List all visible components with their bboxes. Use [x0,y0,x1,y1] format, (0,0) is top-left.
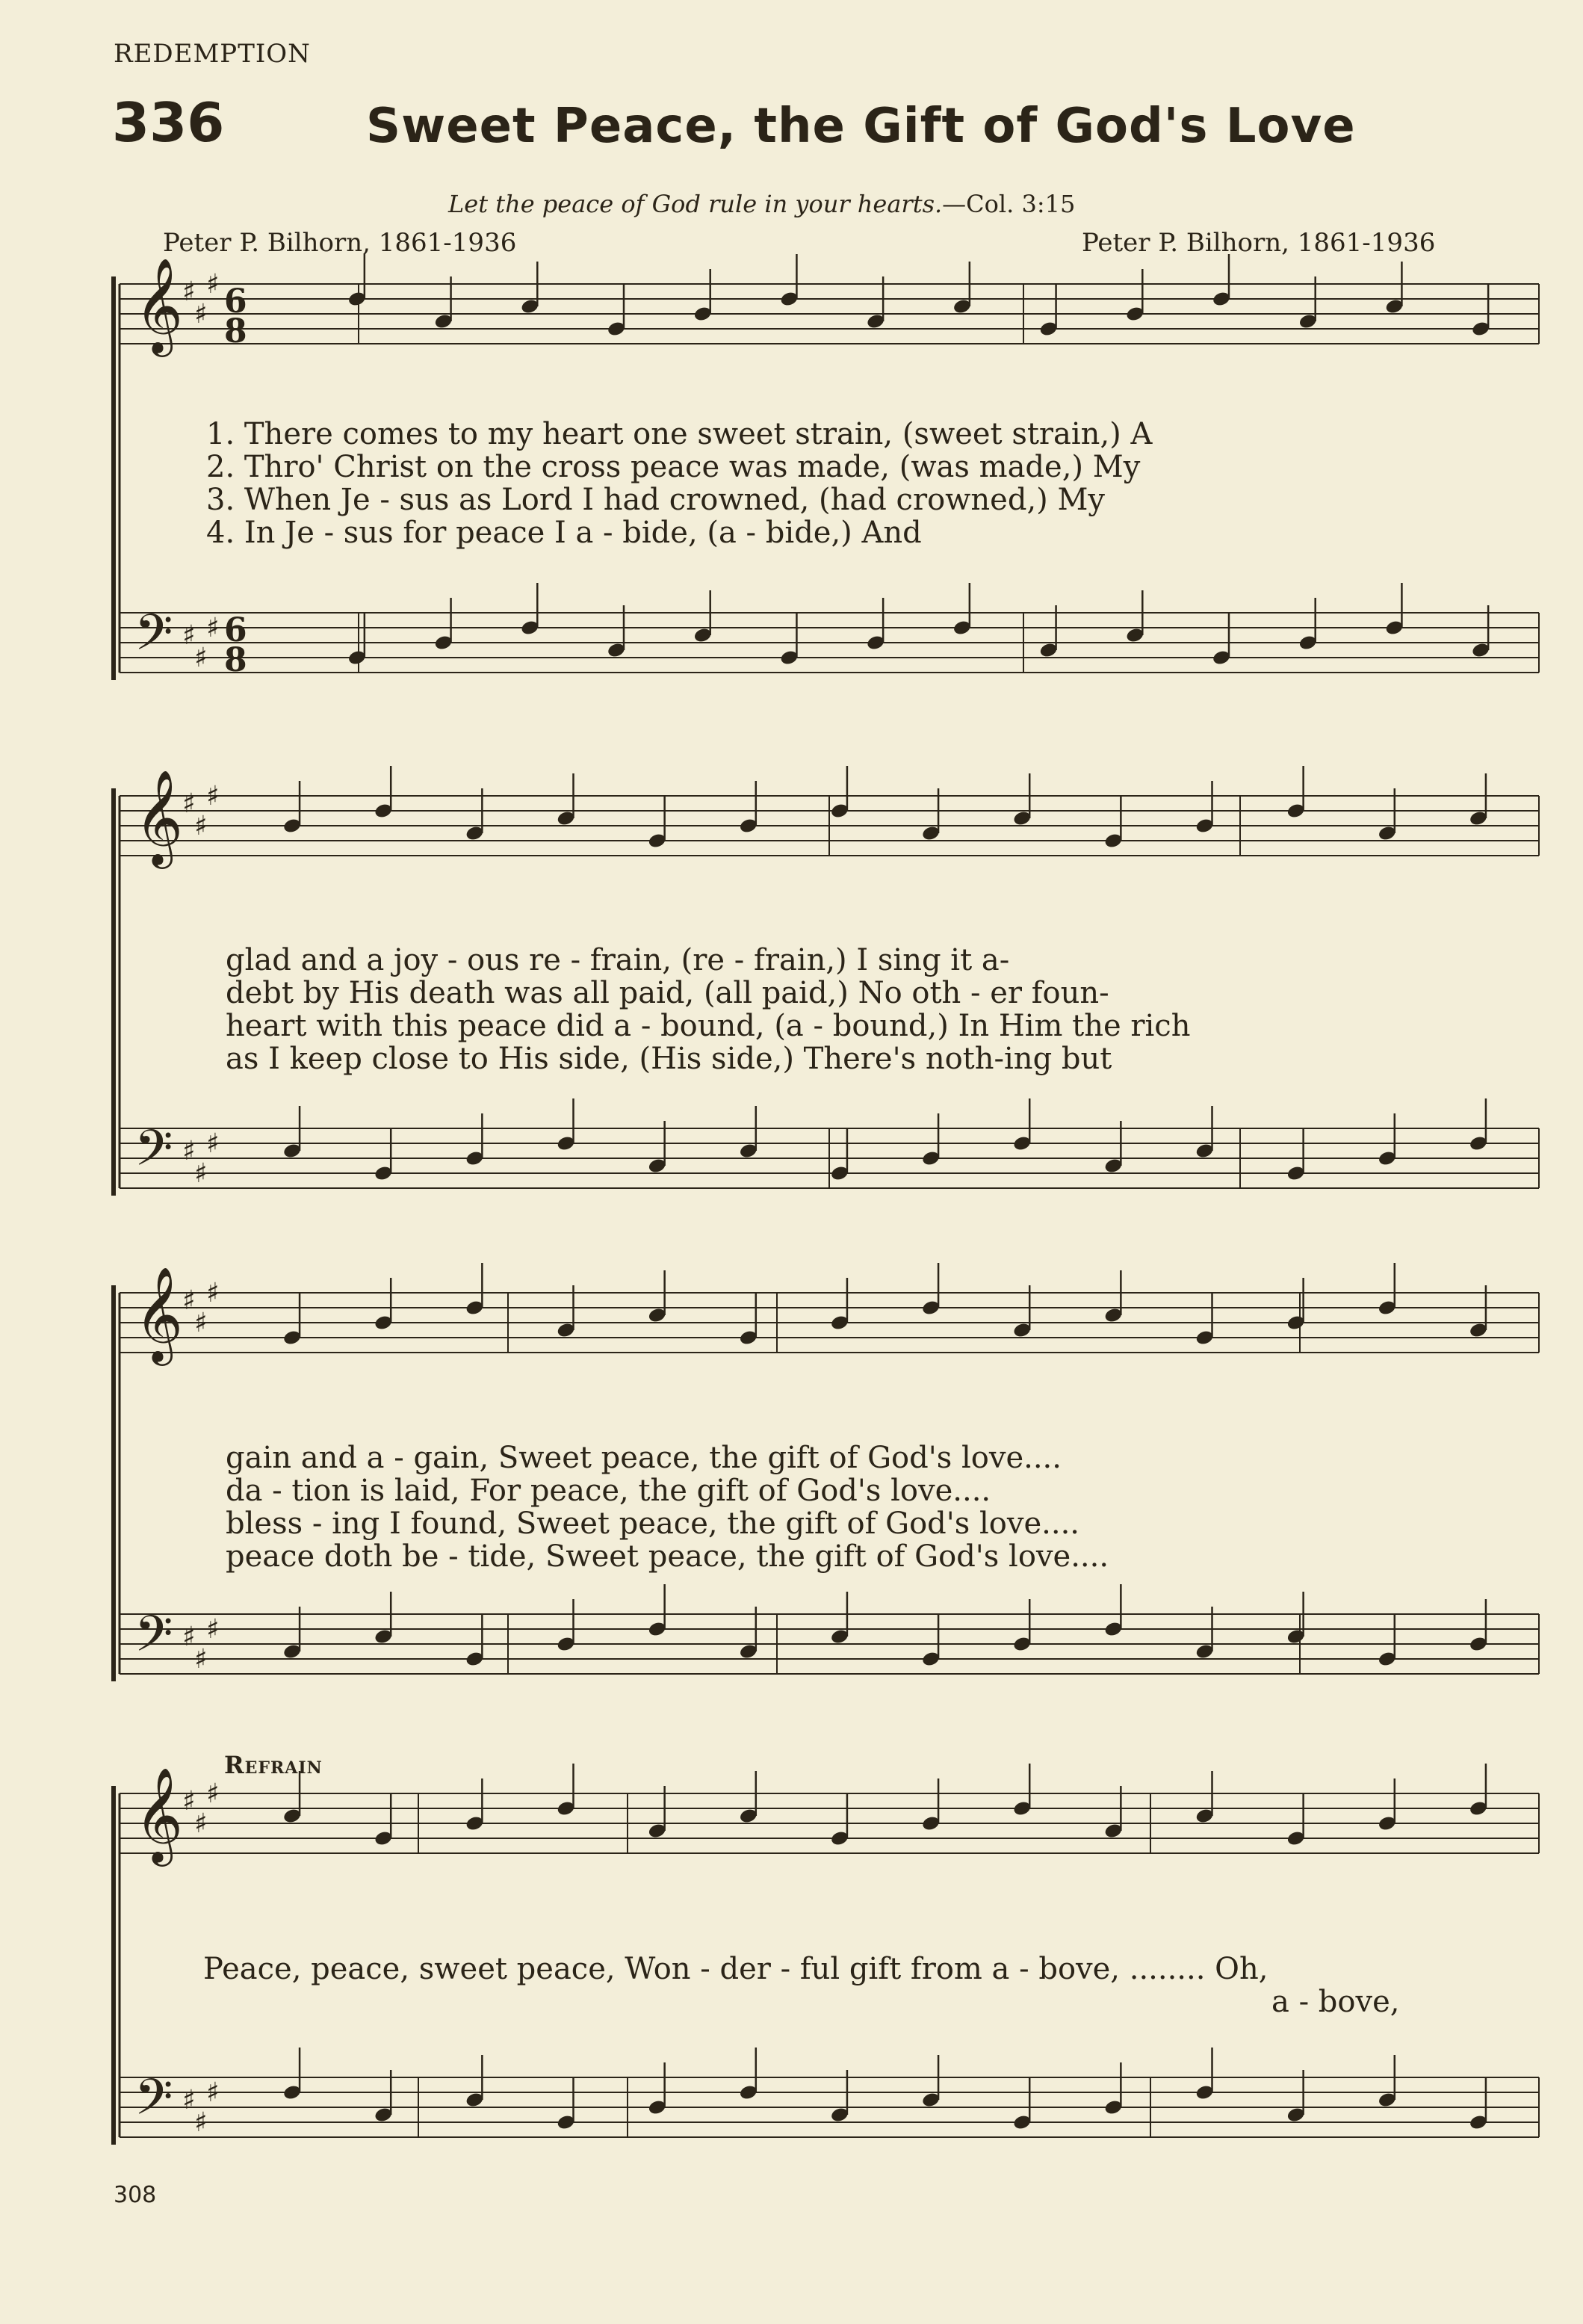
sharp-icon: ♯ [206,1614,220,1645]
sharp-icon: ♯ [206,781,220,812]
treble-clef-icon: 𝄞 [134,769,184,865]
refrain-echo-lyric: a - bove, [1271,1985,1400,2019]
lyric-s2-v4: as I keep close to His side, (His side,) There's noth-ing but [226,1042,1112,1076]
scripture-reference: —Col. 3:15 [942,190,1076,218]
sharp-icon: ♯ [182,788,196,819]
words-credit: Peter P. Bilhorn, 1861-1936 [163,228,517,258]
music-credit: Peter P. Bilhorn, 1861-1936 [1082,228,1436,258]
bass-clef-icon: 𝄢 [134,1605,173,1675]
bass-clef-icon: 𝄢 [134,2068,173,2138]
lyric-s3-v3: bless - ing I found, Sweet peace, the gift of God's love.... [226,1506,1080,1541]
time-signature-bottom: 8 [224,641,247,679]
treble-clef-icon: 𝄞 [134,1767,184,1862]
sharp-icon: ♯ [206,269,220,300]
sharp-icon: ♯ [194,1158,208,1189]
refrain-lyric: Peace, peace, sweet peace, Won - der - ful gift from a - bove, ........ Oh, [203,1952,1268,1986]
sharp-icon: ♯ [206,1128,220,1159]
lyric-s3-v2: da - tion is laid, For peace, the gift of God's love.... [226,1474,991,1508]
sharp-icon: ♯ [182,1136,196,1166]
sharp-icon: ♯ [182,1622,196,1652]
refrain-label: Refrain [224,1751,323,1779]
page-number: 308 [114,2182,157,2208]
lyric-s1-v3: 3. When Je - sus as Lord I had crowned, (had crowned,) My [206,483,1106,517]
sharp-icon: ♯ [194,1808,208,1839]
sharp-icon: ♯ [182,276,196,307]
sharp-icon: ♯ [206,2077,220,2108]
lyric-s3-v1: gain and a - gain, Sweet peace, the gift of God's love.... [226,1441,1062,1475]
sharp-icon: ♯ [194,643,208,673]
sharp-icon: ♯ [206,1778,220,1809]
hymn-title: Sweet Peace, the Gift of God's Love [366,99,1356,154]
time-signature-top: 6 [224,611,247,649]
hymn-number: 336 [112,91,225,154]
section-label: REDEMPTION [114,39,311,69]
time-signature-top: 6 [224,282,247,321]
lyric-s3-v4: peace doth be - tide, Sweet peace, the gift of God's love.... [226,1539,1109,1574]
sharp-icon: ♯ [194,2107,208,2138]
sharp-icon: ♯ [182,2085,196,2116]
lyric-s1-v2: 2. Thro' Christ on the cross peace was made, (was made,) My [206,450,1141,484]
lyric-s2-v3: heart with this peace did a - bound, (a - bound,) In Him the rich [226,1009,1191,1043]
sharp-icon: ♯ [182,620,196,651]
sharp-icon: ♯ [194,811,208,841]
sharp-icon: ♯ [194,1308,208,1338]
sharp-icon: ♯ [182,1786,196,1817]
treble-clef-icon: 𝄞 [134,257,184,353]
lyric-s1-v1: 1. There comes to my heart one sweet strain, (sweet strain,) A [206,417,1153,451]
lyric-s1-v4: 4. In Je - sus for peace I a - bide, (a - bide,) And [206,516,922,550]
lyric-s2-v2: debt by His death was all paid, (all paid,) No oth - er foun- [226,976,1109,1010]
sharp-icon: ♯ [182,1285,196,1316]
scripture-text: Let the peace of God rule in your hearts. [448,190,943,218]
sharp-icon: ♯ [194,299,208,330]
bass-clef-icon: 𝄢 [134,604,173,673]
sharp-icon: ♯ [194,1644,208,1675]
bass-clef-icon: 𝄢 [134,1119,173,1189]
sharp-icon: ♯ [206,1278,220,1308]
lyric-s2-v1: glad and a joy - ous re - frain, (re - frain,) I sing it a- [226,943,1010,977]
time-signature-bottom: 8 [224,312,247,350]
sharp-icon: ♯ [206,613,220,643]
treble-clef-icon: 𝄞 [134,1266,184,1362]
